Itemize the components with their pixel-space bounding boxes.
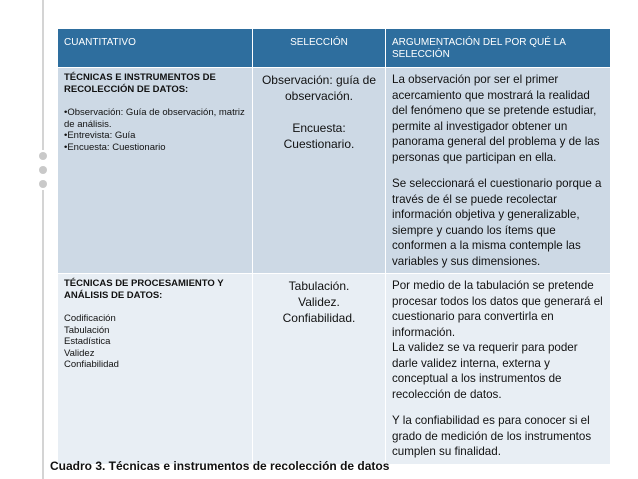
argument-paragraph: La validez se va requerir para poder darle validez interna, externa y conceptual a los instrumentos de recolección de datos. [392,341,578,401]
cell-title: TÉCNICAS E INSTRUMENTOS DE RECOLECCIÓN DE DATOS: [64,72,216,95]
selection-text: Observación: guía de observación. [261,73,377,103]
header-argumentacion: ARGUMENTACIÓN DEL POR QUÉ LA SELECCIÓN [386,29,611,68]
cell-seleccion [253,68,386,274]
argument-paragraph: Por medio de la tabulación se pretende procesar todos los datos que generará el cuestionario para convertirla en información. [392,279,603,339]
spine-line [42,190,44,479]
list-item: •Entrevista: Guía [64,130,136,141]
cell-title: TÉCNICAS DE PROCESAMIENTO Y ANÁLISIS DE DATOS: [64,278,224,301]
spine-dot [39,166,47,174]
header-seleccion: SELECCIÓN [253,29,386,68]
list-item: Estadística [64,336,111,347]
selection-text: Tabulación. [288,279,350,293]
header-cuantitativo: CUANTITATIVO [58,29,253,68]
cell-cuantitativo [58,68,253,274]
list-item: Codificación [64,313,116,324]
decorative-spine [36,0,50,479]
list-item: Confiabilidad [64,359,119,370]
selection-text: Validez. [298,295,340,309]
selection-text: Cuestionario. [283,137,355,151]
list-item: Tabulación [64,324,110,336]
spine-dot [39,180,47,188]
list-item: •Encuesta: Cuestionario [64,141,166,153]
table-row [58,68,611,274]
data-table [57,28,611,465]
table-caption: Cuadro 3. Técnicas e instrumentos de recolección de datos [50,459,390,473]
argument-paragraph: Se seleccionará el cuestionario porque a través de él se puede recolectar información objetiva y generalizable, siempre y cuando los ítems que conformen a la misma contemple las variables y sus dimensiones. [392,177,602,268]
cell-argumentacion [386,274,611,465]
header-row [58,29,611,68]
list-item: •Observación: Guía de observación, matriz de análisis. [64,107,245,130]
spine-line [42,0,44,150]
cell-argumentacion [386,68,611,274]
selection-text: Encuesta: [292,121,346,135]
argument-paragraph: Y la confiabilidad es para conocer si el grado de medición de los instrumentos cumplen su finalidad. [392,414,592,458]
list-item: Validez [64,347,95,359]
cell-cuantitativo [58,274,253,465]
table-row [58,274,611,465]
spine-dot [39,152,47,160]
argument-paragraph: La observación por ser el primer acercamiento que mostrará la realidad del fenómeno que se pretende estudiar, permite al investigador obtener un panorama general del problema y de las personas que participan en ella. [392,73,600,164]
cell-seleccion [253,274,386,465]
selection-text: Confiabilidad. [282,311,356,325]
